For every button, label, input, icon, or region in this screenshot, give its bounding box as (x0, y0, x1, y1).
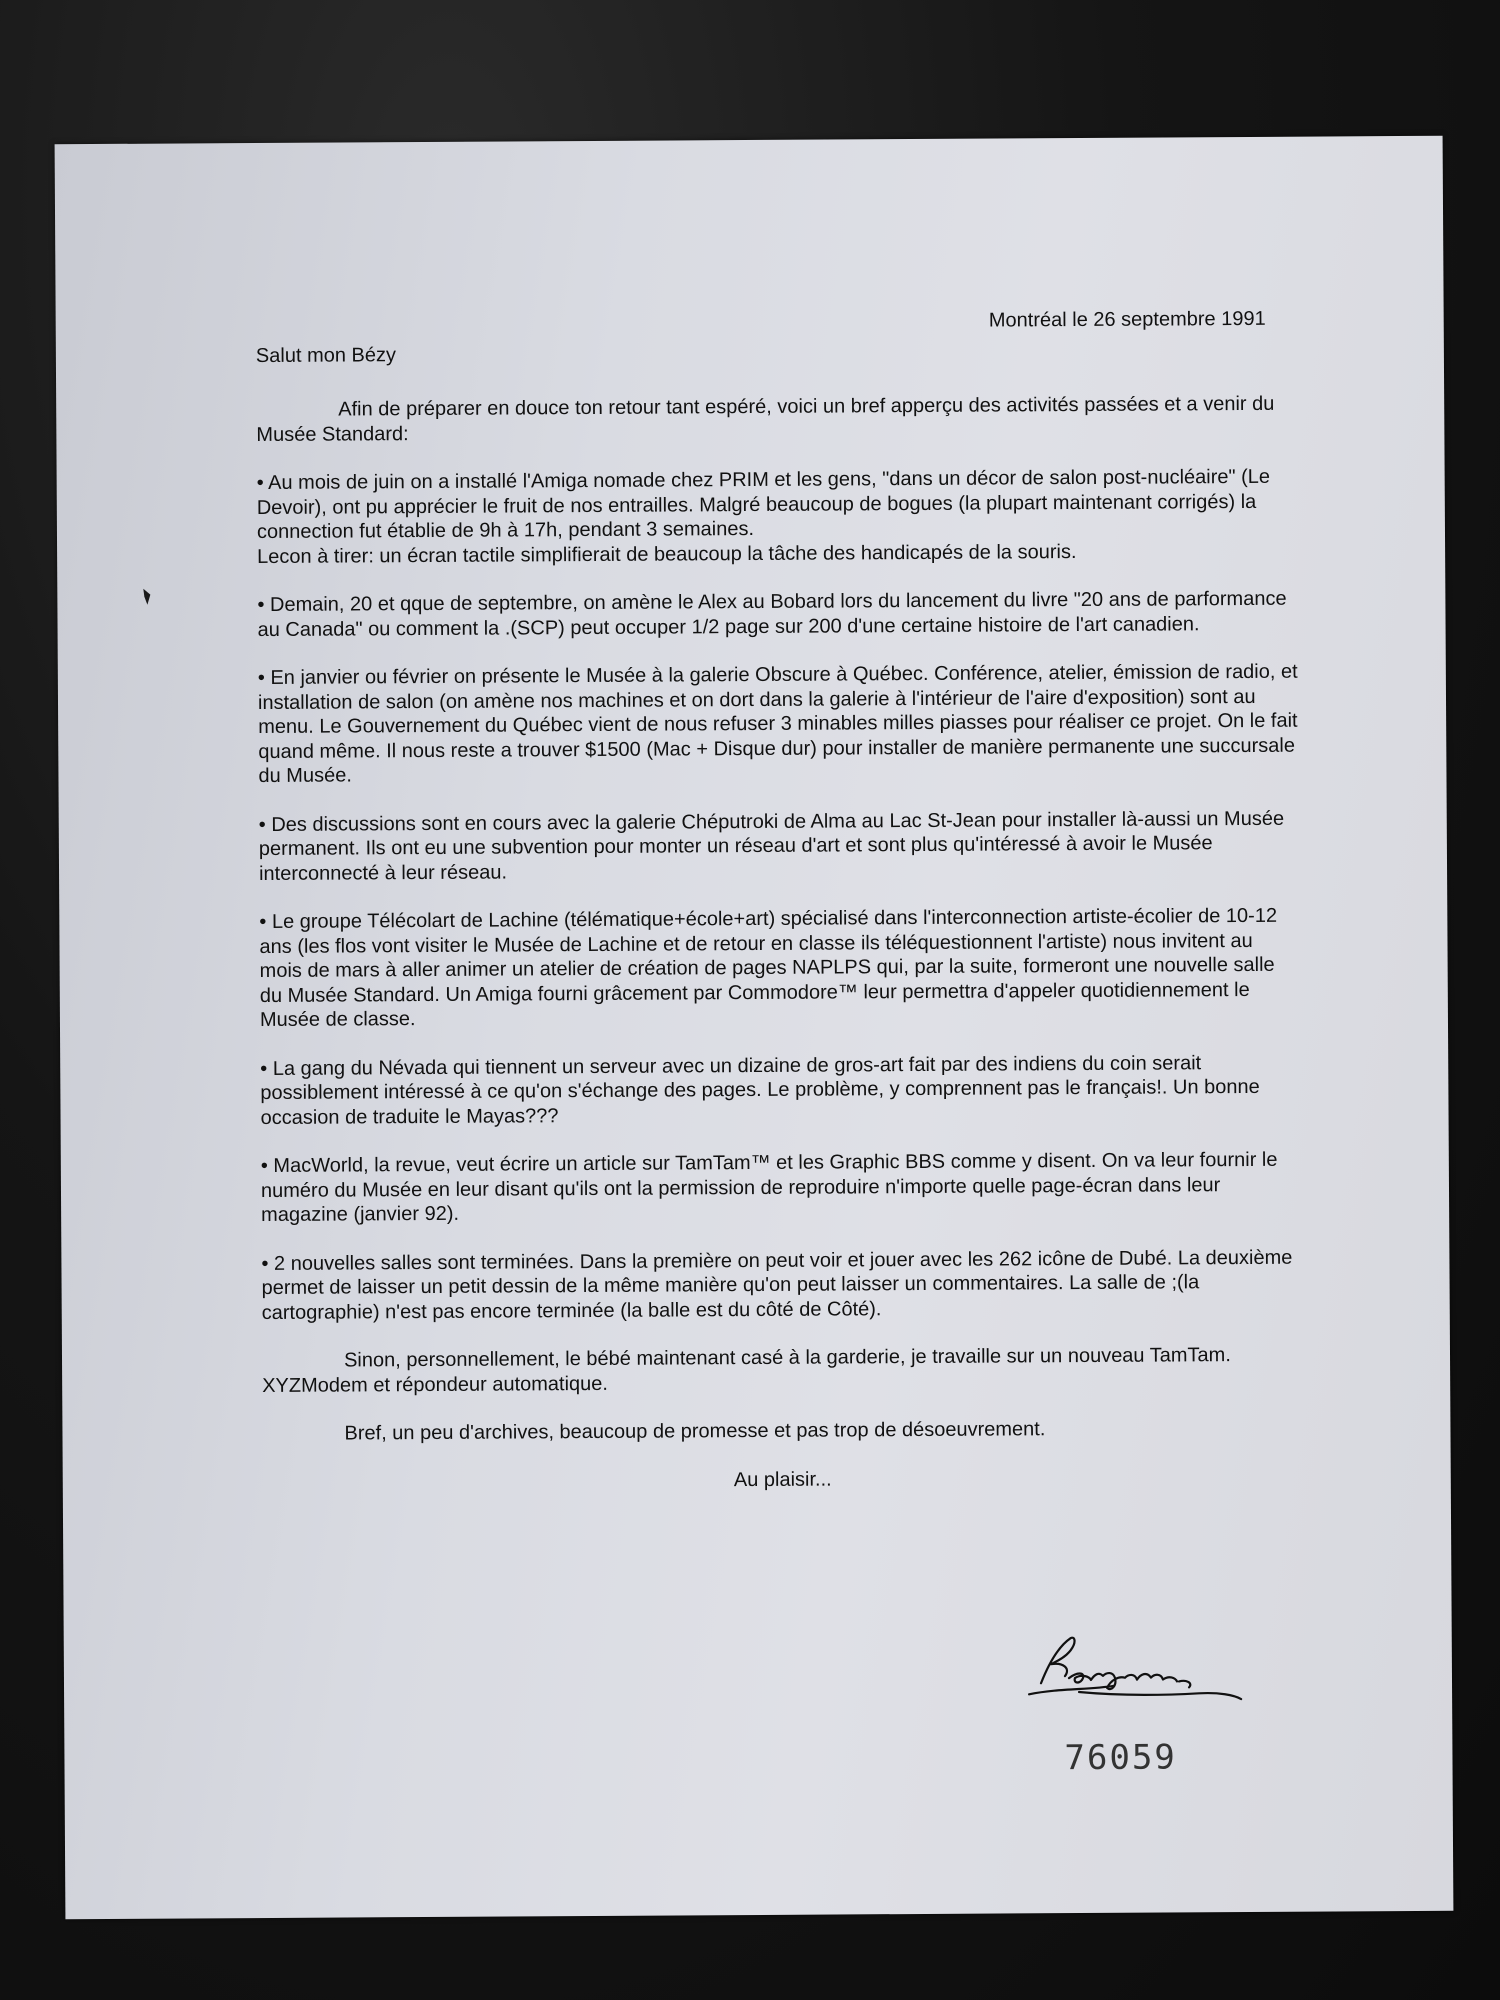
letter-greeting: Salut mon Bézy (255, 343, 397, 367)
letter-item: • Au mois de juin on a installé l'Amiga nomade chez PRIM et les gens, "dans un décor de salon post-nucléaire" (Le Devoir), ont pu apprécier le fruit de nos entrailles. Malgré beaucoup de bogues (la plupart maintenant corrigés) la connection fut établie de 9h à 17h, pendant 3 semaines. Lecon à tirer: un écran tactile simplifierait de beaucoup la tâche des handicapés de la souris. (256, 465, 1271, 568)
letter-page (55, 136, 1454, 1919)
letter-summary: Bref, un peu d'archives, beaucoup de promesse et pas trop de désoeuvrement. (344, 1418, 1046, 1445)
letter-item: • Demain, 20 et qque de septembre, on amène le Alex au Bobard lors du lancement du livre "20 ans de parformance au Canada" ou comment la .(SCP) peut occuper 1/2 page sur 200 d'une certaine histoire de l'art canadien. (257, 587, 1287, 641)
letter-item: • Le groupe Télécolart de Lachine (télématique+école+art) spécialisé dans l'interconnection artiste-écolier de 10-12 ans (les flos vont visiter le Musée de Lachine et de retour en classe ils téléquestionnent l'artiste) nous invitent au mois de mars à aller animer un atelier de création de pages NAPLPS qui, par la suite, formeront une nouvelle salle du Musée Standard. Un Amiga fourni grâcement par Commodore™ leur permettra d'appeler quotidiennement le Musée de classe. (259, 904, 1278, 1032)
letter-closing: Au plaisir... (733, 1468, 832, 1491)
letter-item: • La gang du Névada qui tiennent un serveur avec un dizaine de gros-art fait par des indiens du coin serait possiblement intéressé à ce qu'on s'échange des pages. Le problème, y comprennent pas le français!. Un bonne occasion de traduite le Mayas??? (260, 1051, 1260, 1129)
letter-personal: Sinon, personnellement, le bébé maintenant casé à la garderie, je travaille sur un nouveau TamTam. XYZModem et répondeur automatique. (262, 1344, 1231, 1397)
letter-item: • 2 nouvelles salles sont terminées. Dans la première on peut voir et jouer avec les 262 icône de Dubé. La deuxième permet de laisser un petit dessin de la même manière qu'on peut laisser un commentaires. La salle de ;(la cartographie) n'est pas encore terminée (la balle est du côté de Côté). (261, 1246, 1293, 1324)
letter-intro: Afin de préparer en douce ton retour tant espéré, voici un bref apperçu des activités passées et a venir du Musée Standard: (256, 392, 1275, 446)
letter-item: • MacWorld, la revue, veut écrire un article sur TamTam™ et les Graphic BBS comme y disent. On va leur fournir le numéro du Musée en leur disant qu'ils ont la permission de reproduire n'importe quelle page-écran dans leur magazine (janvier 92). (260, 1148, 1278, 1227)
letter-item: • Des discussions sont en cours avec la galerie Chéputroki de Alma au Lac St-Jean pour installer là-aussi un Musée permanent. Ils ont eu une subvention pour monter un réseau d'art et sont plus qu'intéressé à avoir le Musée interconnecté à leur réseau. (258, 807, 1285, 885)
ink-mark (141, 587, 153, 607)
letter-body (256, 307, 1303, 1495)
handwritten-signature (1019, 1627, 1250, 1718)
letter-item: • En janvier ou février on présente le Musée à la galerie Obscure à Québec. Conférence, atelier, émission de radio, et installation de salon (on amène nos machines et on dort dans la galerie à l'intérieur de l'aire d'exposition) sont au menu. Le Gouvernement du Québec vient de nous refuser 3 minables milles piasses pour réaliser ce projet. On le fait quand même. Il nous reste a trouver $1500 (Mac + Disque dur) pour installer de manière permanente une succursale du Musée. (257, 660, 1298, 788)
stamp-number: 76059 (1064, 1737, 1177, 1779)
letter-date: Montréal le 26 septembre 1991 (988, 307, 1266, 332)
